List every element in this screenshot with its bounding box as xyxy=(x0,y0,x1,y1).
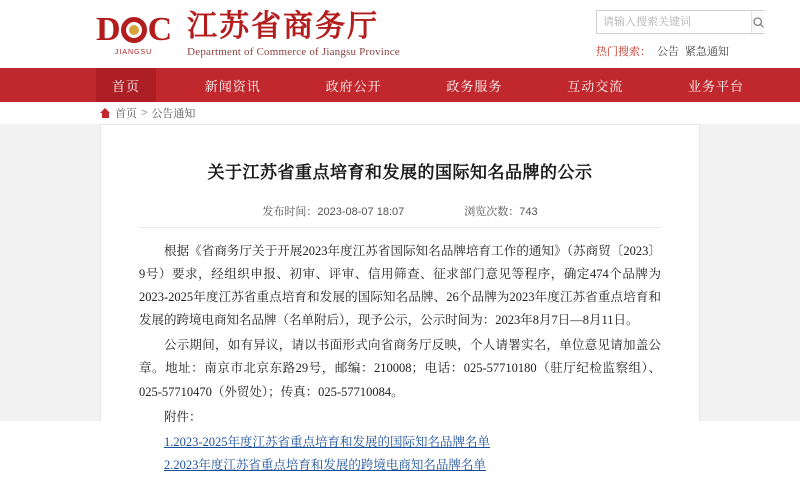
breadcrumb-item-notice[interactable]: 公告通知 xyxy=(151,108,196,120)
logo-letter-d: D xyxy=(96,10,120,48)
search-icon xyxy=(752,16,765,29)
content-background xyxy=(0,124,800,472)
article-meta xyxy=(139,203,661,228)
home-icon xyxy=(100,108,111,118)
breadcrumb-separator: > xyxy=(141,107,148,119)
doc-emblem xyxy=(96,10,172,56)
site-header xyxy=(0,0,800,68)
site-logo[interactable] xyxy=(96,10,400,58)
search-button[interactable] xyxy=(751,11,765,33)
hot-link-notice[interactable]: 公告 xyxy=(657,46,679,58)
article-paragraph-1: 根据《省商务厅关于开展2023年度江苏省国际知名品牌培育工作的通知》（苏商贸〔2023〕9号）要求，经组织申报、初审、评审、信用筛查、征求部门意见等程序，确定474个品牌为2023-2025年度江苏省重点培育和发展的国际知名品牌、26个品牌为2023年度江苏省重点培育和发展的跨境电商知名品牌（名单附后），现予公示，公示时间为：2023年8月7日—8月11日。 xyxy=(139,243,661,328)
attachment-link-2[interactable]: 2.2023年度江苏省重点培育和发展的跨境电商知名品牌名单 xyxy=(164,457,486,472)
view-count-value: 743 xyxy=(519,205,538,218)
logo-letter-o-icon xyxy=(121,17,147,43)
article-paragraph-2: 公示期间，如有异议，请以书面形式向省商务厅反映，个人请署实名，单位意见请加盖公章。地址：南京市北京东路29号，邮编：210008；电话：025-57710180（驻厅纪检监察组）、025-57710470（外贸处）；传真：025-57710084。 xyxy=(139,338,661,399)
search-box[interactable] xyxy=(596,10,764,34)
nav-item-gov-service[interactable]: 政务服务 xyxy=(446,78,503,94)
article-card xyxy=(100,124,700,472)
site-title-block xyxy=(181,10,400,58)
hot-search-label: 热门搜索： xyxy=(596,46,651,58)
search-area xyxy=(596,10,764,59)
site-title-en: Department of Commerce of Jiangsu Province xyxy=(187,46,400,58)
article-body xyxy=(139,240,661,477)
nav-item-news[interactable]: 新闻资讯 xyxy=(204,78,261,94)
breadcrumb xyxy=(0,102,800,124)
attachment-label: 附件： xyxy=(164,409,202,424)
search-input[interactable] xyxy=(597,11,751,33)
hot-search-row xyxy=(596,43,764,59)
nav-item-platform[interactable]: 业务平台 xyxy=(687,78,744,94)
publish-time: 发布时间：2023-08-07 18:07 xyxy=(262,205,405,218)
hot-link-urgent[interactable]: 紧急通知 xyxy=(685,46,729,58)
logo-letter-c: C xyxy=(147,10,172,48)
logo-subtext: JIANGSU xyxy=(114,48,153,56)
breadcrumb-item-home[interactable]: 首页 xyxy=(115,108,137,120)
nav-item-interaction[interactable]: 互动交流 xyxy=(567,78,624,94)
nav-item-home[interactable]: 首页 xyxy=(96,68,156,102)
attachment-link-1[interactable]: 1.2023-2025年度江苏省重点培育和发展的国际知名品牌名单 xyxy=(164,434,491,449)
main-nav xyxy=(0,68,800,102)
page-title: 关于江苏省重点培育和发展的国际知名品牌的公示 xyxy=(207,163,593,182)
main-nav-items xyxy=(96,68,760,102)
view-count-label: 浏览次数： xyxy=(464,205,520,218)
site-title-cn: 江苏省商务厅 xyxy=(187,10,380,43)
nav-item-gov-open[interactable]: 政府公开 xyxy=(325,78,382,94)
doc-letters xyxy=(96,10,172,48)
view-count xyxy=(464,203,537,219)
